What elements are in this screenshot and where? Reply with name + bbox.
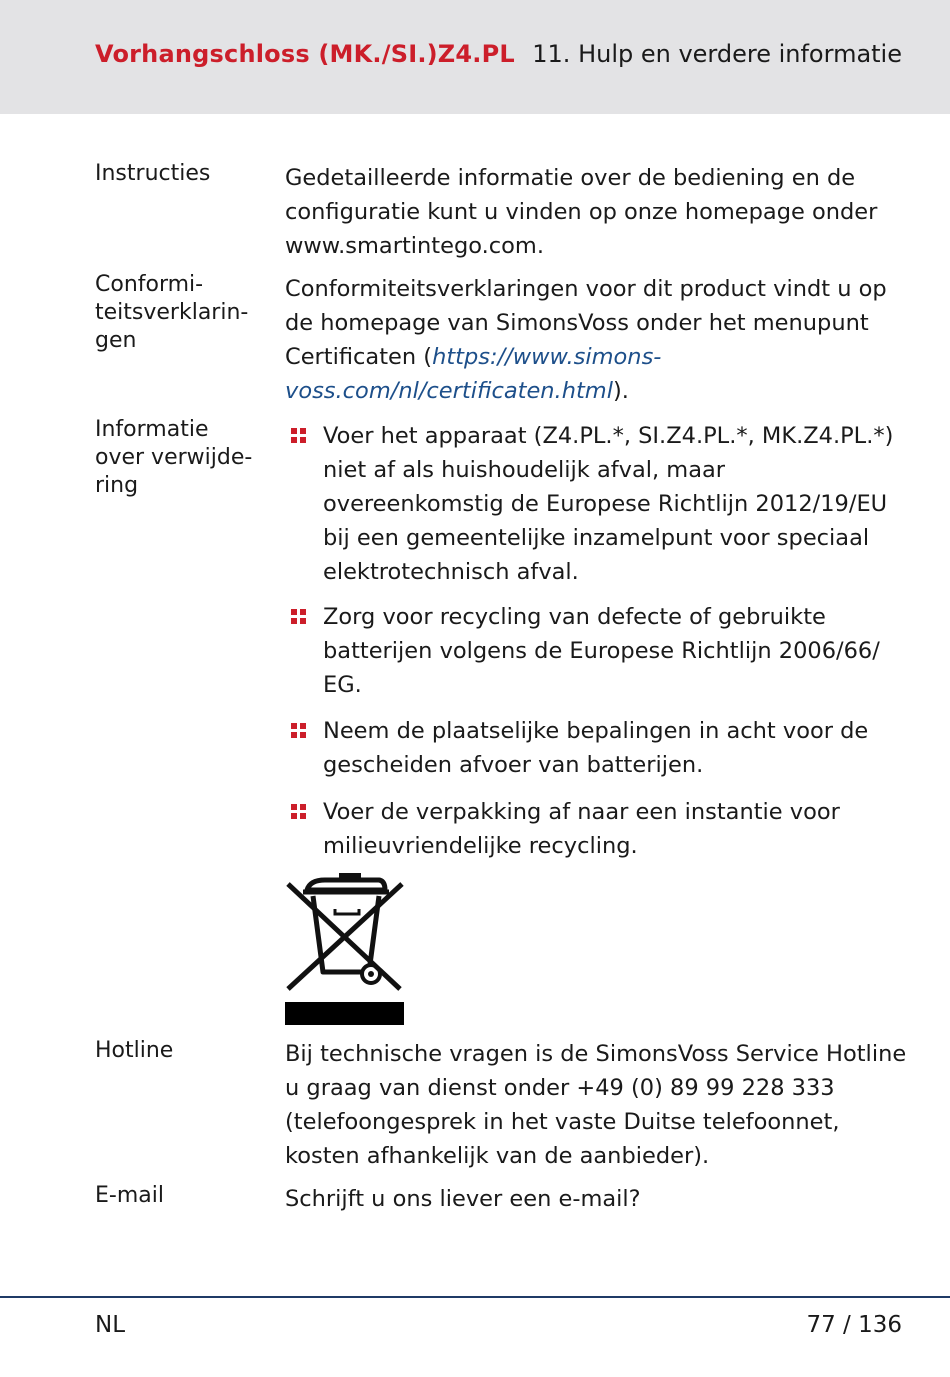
bullet-icon <box>291 609 306 624</box>
bullet-text: Voer het apparaat (Z4.PL.*, SI.Z4.PL.*, MK.Z4.PL.*) niet af als huishoudelijk afval, maar overeenkomstig de Europese Richtlijn 2012/19/EU bij een gemeentelijke inzamelpunt voor speciaal elektrotechnisch afval. <box>323 423 894 585</box>
bullet-text: Zorg voor recycling van defecte of gebruikte batterijen volgens de Europese Richtlijn 2006/66/ EG. <box>323 604 880 698</box>
conformity-text <box>285 272 910 408</box>
conformity-text-before: Conformiteitsverklaringen voor dit product vindt u op de homepage van SimonsVoss onder het menupunt Certificaten ( <box>285 276 887 370</box>
bullet-text: Voer de verpakking af naar een instantie voor milieuvriendelijke recycling. <box>323 799 840 859</box>
label-line: Conformi- <box>95 272 204 297</box>
list-item <box>285 714 910 782</box>
label-line: Informatie <box>95 417 209 442</box>
label-line: over verwijde- <box>95 445 253 470</box>
bullet-icon <box>291 428 306 443</box>
product-title: Vorhangschloss (MK./SI.)Z4.PL <box>95 40 515 68</box>
page-number: 77 / 136 <box>806 1312 902 1338</box>
label-line: ring <box>95 473 139 498</box>
label-line: gen <box>95 328 137 353</box>
bullet-text: Neem de plaatselijke bepalingen in acht voor de gescheiden afvoer van batterijen. <box>323 718 869 778</box>
instructions-text: Gedetailleerde informatie over de bediening en de configuratie kunt u vinden op onze homepage onder www.smartintego.com. <box>285 165 878 259</box>
label-line: teitsverklarin- <box>95 300 249 325</box>
label-email: E-mail <box>95 1183 164 1208</box>
label-instructions: Instructies <box>95 161 211 186</box>
bullet-icon <box>291 723 306 738</box>
label-conformity <box>95 271 260 355</box>
footer-language: NL <box>95 1312 126 1338</box>
list-item <box>285 419 910 589</box>
footer-divider <box>0 1296 950 1298</box>
page-header <box>0 0 950 114</box>
email-text: Schrijft u ons liever een e-mail? <box>285 1186 641 1212</box>
bullet-icon <box>291 804 306 819</box>
conformity-text-after: ). <box>612 378 629 404</box>
hotline-text: Bij technische vragen is de SimonsVoss Service Hotline u graag van dienst onder +49 (0) 89 99 228 333 (telefoongesprek in het vaste Duitse telefoonnet, kosten afhankelijk van de aanbieder). <box>285 1041 907 1169</box>
certificates-link[interactable]: https://www.simons-voss.com/nl/certificaten.html <box>285 344 662 404</box>
label-hotline: Hotline <box>95 1038 174 1063</box>
list-item <box>285 600 910 702</box>
label-disposal <box>95 416 260 500</box>
chapter-title: 11. Hulp en verdere informatie <box>532 40 902 68</box>
crossed-out-wheelie-bin-icon <box>285 872 405 1025</box>
list-item <box>285 795 910 863</box>
